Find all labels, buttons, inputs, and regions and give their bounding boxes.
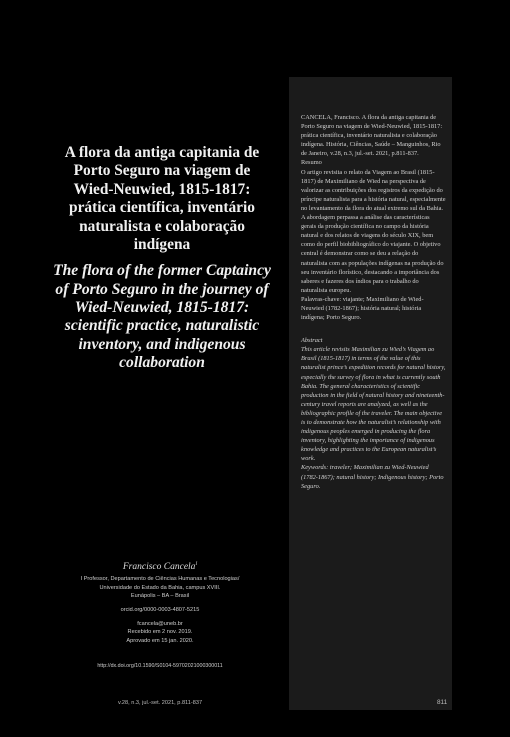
abstract-text: This article revisits Maximilian zu Wied’s Viagem ao Brasil (1815-1817) in terms of the value of this naturalist prince’s expedition records for natural history, especially the survey of flora in what is currently south Bahia. The general characteristics of scientific production in the field of natural history and nineteenth-century travel reports are analyzed, as well as the bibliographic profile of the traveler. The main objective is to demonstrate how the naturalist’s relationship with indigenous peoples emerged in producing the flora inventory, highlighting the importance of indigenous knowledge and practices to the European naturalist’s work. — [301, 346, 446, 463]
article-title-portuguese: A flora da antiga capitania de Porto Seguro na viagem de Wied-Neuwied, 1815-1817: prática científica, inventário naturalista e colaboração indígena — [64, 144, 260, 254]
author-block — [40, 562, 280, 645]
received-date: Recebido em 2 nov. 2019. — [127, 629, 193, 636]
page-number: 811 — [437, 699, 448, 706]
footer-issue: v.28, n.3, jul.-set. 2021, p.811-837 — [118, 700, 203, 706]
author-email[interactable]: fcancela@uneb.br — [137, 620, 183, 627]
affiliation-line: Eunápolis – BA – Brasil — [130, 593, 190, 600]
author-marker: I — [195, 562, 198, 567]
resumo-text: O artigo revisita o relato da Viagem ao Brasil (1815-1817) de Maximiliano de Wied na perspectiva de valorizar as contribuições dos registros da expedição do príncipe naturalista para a história natural, especialmente no levantamento da flora do atual extremo sul da Bahia. A abordagem perpassa a análise das características gerais da produção científica no campo da história natural e dos relatos de viagens do século XIX, bem como do perfil biobibliográfico do viajante. O objetivo central é demonstrar como se deu a relação do naturalista com as populações indígenas na produção do seu inventário florístico, destacando a importância dos saberes e fazeres dos índios para o trabalho do naturalista europeu. — [301, 168, 446, 294]
author-name — [40, 562, 280, 572]
abstract-section — [301, 336, 446, 491]
abstract-keywords: Keywords: traveler; Maximilian zu Wied-Neuwied (1782-1867); natural history; Indigenous history; Porto Seguro. — [301, 464, 444, 490]
affiliation-line: Universidade do Estado da Bahia, campus XVIII. — [99, 584, 221, 591]
author-affiliation — [40, 575, 280, 645]
approved-date: Aprovado em 15 jan. 2020. — [126, 637, 194, 644]
abstract-label: Abstract — [301, 337, 323, 345]
doi-link[interactable]: http://dx.doi.org/10.1590/S0104-59702021000300011 — [97, 663, 223, 669]
resumo-keywords: Palavras-chave: viajante; Maximiliano de Wied-Neuwied (1782-1867); história natural; história indígena; Porto Seguro. — [301, 295, 424, 322]
summary-panel — [289, 77, 452, 710]
author-name-text: Francisco Cancela — [122, 562, 196, 573]
summary-panel-content — [301, 113, 446, 491]
title-block — [52, 144, 272, 372]
article-title-english: The flora of the former Captaincy of Porto Seguro in the journey of Wied-Neuwied, 1815-1817: scientific practice, naturalistic inventory, and indigenous collaboration — [53, 262, 271, 371]
orcid-link[interactable]: orcid.org/0000-0003-4807-5215 — [120, 606, 200, 613]
affiliation-line: I Professor, Departamento de Ciências Humanas e Tecnologias/ — [80, 576, 240, 583]
citation: CANCELA, Francisco. A flora da antiga capitania de Porto Seguro na viagem de Wied-Neuwied, 1815-1817: prática científica, inventário naturalista e colaboração indígena. História, Ciências, Saúde – Manguinhos, Rio de Janeiro, v.28, n.3, jul.-set. 2021, p.811-837. — [301, 114, 443, 158]
resumo-label: Resumo — [301, 159, 322, 167]
